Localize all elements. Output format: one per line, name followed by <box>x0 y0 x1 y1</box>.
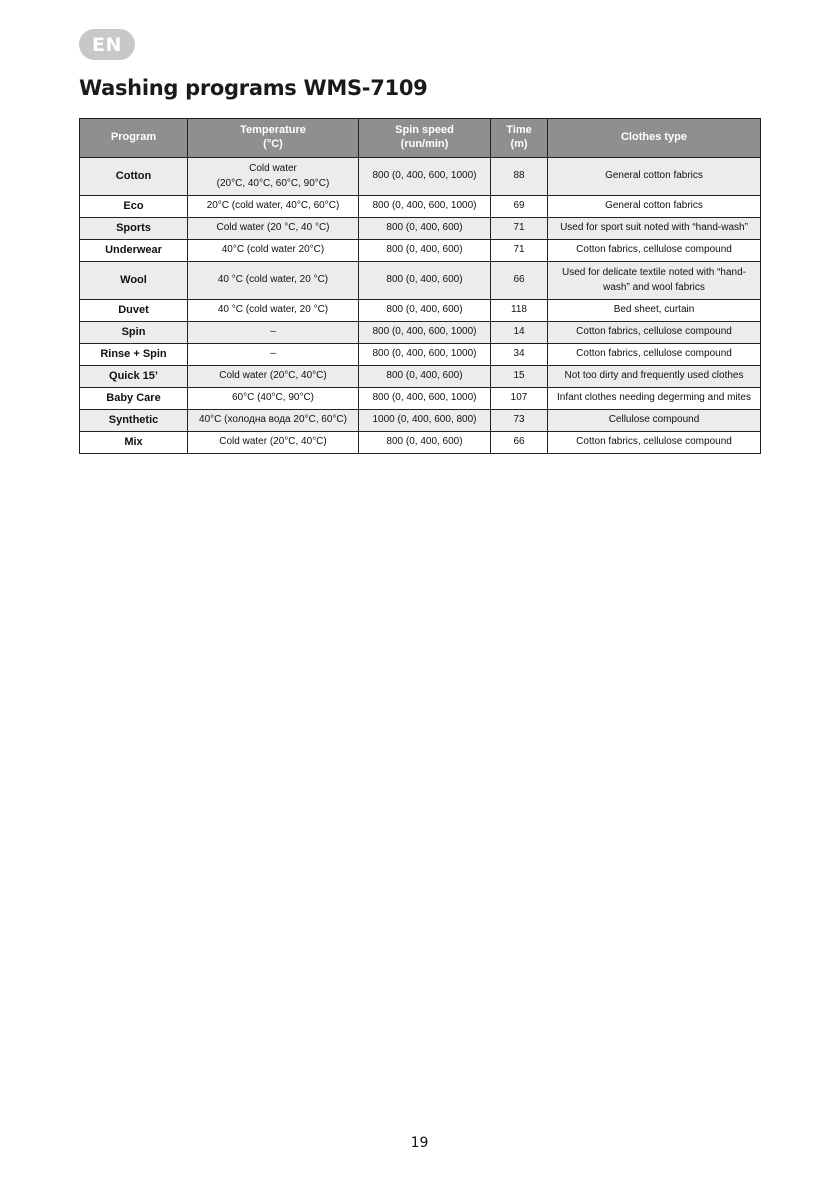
temperature-cell-text: (20°C, 40°C, 60°C, 90°C) <box>216 177 330 189</box>
clothes-type-cell-text: General cotton fabrics <box>605 170 703 182</box>
clothes-type-cell <box>548 410 761 432</box>
temperature-cell-text: 60°C (40°C, 90°C) <box>231 392 315 404</box>
header-temperature <box>188 119 359 158</box>
header-time <box>491 119 548 158</box>
table-row <box>80 300 761 322</box>
spin-speed-cell <box>359 410 491 432</box>
temperature-cell-text: – <box>270 326 276 338</box>
program-cell <box>80 262 188 300</box>
table-row <box>80 432 761 454</box>
time-cell <box>491 344 548 366</box>
spin-speed-cell-text: 800 (0, 400, 600, 1000) <box>372 326 477 338</box>
program-cell-text: Rinse + Spin <box>100 347 167 360</box>
temperature-cell-text: – <box>270 348 276 360</box>
clothes-type-cell-text: Cotton fabrics, cellulose compound <box>576 244 732 256</box>
clothes-type-cell <box>548 322 761 344</box>
time-cell-text: 73 <box>513 414 525 426</box>
temperature-cell <box>188 388 359 410</box>
spin-speed-cell <box>359 388 491 410</box>
program-cell <box>80 158 188 196</box>
table-row <box>80 262 761 300</box>
spin-speed-cell <box>359 262 491 300</box>
time-cell-text: 15 <box>513 370 525 382</box>
header-program <box>80 119 188 158</box>
header-label: Time <box>506 124 532 137</box>
clothes-type-cell-text: General cotton fabrics <box>605 200 703 212</box>
clothes-type-cell <box>548 196 761 218</box>
time-cell-text: 14 <box>513 326 525 338</box>
clothes-type-cell-text: Cotton fabrics, cellulose compound <box>576 326 732 338</box>
time-cell-text: 66 <box>513 436 525 448</box>
table-row <box>80 344 761 366</box>
temperature-cell-text: Cold water <box>249 163 297 174</box>
program-cell-text: Cotton <box>115 169 152 182</box>
program-cell-text: Spin <box>121 325 146 338</box>
temperature-cell <box>188 240 359 262</box>
time-cell-text: 107 <box>510 392 528 404</box>
spin-speed-cell <box>359 218 491 240</box>
time-cell-text: 69 <box>513 200 525 212</box>
program-cell-text: Wool <box>120 273 147 286</box>
time-cell-text: 88 <box>513 170 525 182</box>
program-cell <box>80 388 188 410</box>
spin-speed-cell-text: 1000 (0, 400, 600, 800) <box>372 414 477 426</box>
clothes-type-cell <box>548 432 761 454</box>
temperature-cell-text: 20°C (cold water, 40°C, 60°C) <box>206 200 340 212</box>
time-cell <box>491 300 548 322</box>
program-cell <box>80 196 188 218</box>
clothes-type-cell-text: Used for sport suit noted with “hand-wash” <box>560 222 748 234</box>
program-cell <box>80 300 188 322</box>
table-row <box>80 410 761 432</box>
header-spin-speed <box>359 119 491 158</box>
spin-speed-cell <box>359 432 491 454</box>
language-badge: EN <box>79 29 135 60</box>
temperature-cell-text: Cold water (20 °C, 40 °C) <box>216 222 330 234</box>
time-cell <box>491 240 548 262</box>
header-unit: (run/min) <box>400 138 449 150</box>
temperature-cell <box>188 322 359 344</box>
clothes-type-cell-text: Cotton fabrics, cellulose compound <box>576 348 732 360</box>
clothes-type-cell-text: Not too dirty and frequently used clothes <box>564 370 744 382</box>
clothes-type-cell-text: Bed sheet, curtain <box>613 304 695 316</box>
time-cell <box>491 388 548 410</box>
clothes-type-cell <box>548 366 761 388</box>
clothes-type-cell-text: Infant clothes needing degerming and mites <box>556 392 751 404</box>
time-cell <box>491 196 548 218</box>
time-cell-text: 118 <box>511 304 527 316</box>
program-cell-text: Mix <box>124 435 143 448</box>
header-label: Temperature <box>240 124 306 137</box>
program-cell <box>80 218 188 240</box>
clothes-type-cell <box>548 262 761 300</box>
header-clothes-type <box>548 119 761 158</box>
spin-speed-cell-text: 800 (0, 400, 600, 1000) <box>372 170 477 182</box>
temperature-cell <box>188 366 359 388</box>
table-row <box>80 366 761 388</box>
spin-speed-cell <box>359 196 491 218</box>
temperature-cell <box>188 344 359 366</box>
program-cell <box>80 366 188 388</box>
table-row <box>80 388 761 410</box>
time-cell <box>491 322 548 344</box>
time-cell <box>491 410 548 432</box>
table-row <box>80 322 761 344</box>
page-title: Washing programs WMS-7109 <box>79 76 428 100</box>
program-cell-text: Duvet <box>118 303 149 316</box>
spin-speed-cell-text: 800 (0, 400, 600) <box>386 222 463 234</box>
clothes-type-cell-text: Used for delicate textile noted with “hand- <box>562 267 746 278</box>
header-unit: (m) <box>510 138 528 150</box>
header-label: Spin speed <box>395 124 454 137</box>
header-label: Program <box>110 131 157 144</box>
program-cell-text: Eco <box>123 199 144 212</box>
spin-speed-cell-text: 800 (0, 400, 600, 1000) <box>372 392 477 404</box>
spin-speed-cell-text: 800 (0, 400, 600) <box>386 274 463 286</box>
clothes-type-cell <box>548 158 761 196</box>
time-cell <box>491 158 548 196</box>
program-cell <box>80 410 188 432</box>
table-row <box>80 240 761 262</box>
clothes-type-cell <box>548 344 761 366</box>
clothes-type-cell <box>548 300 761 322</box>
time-cell <box>491 218 548 240</box>
temperature-cell-text: Cold water (20°C, 40°C) <box>219 436 327 448</box>
clothes-type-cell-text: Cotton fabrics, cellulose compound <box>576 436 732 448</box>
temperature-cell-text: 40 °C (cold water, 20 °C) <box>217 274 329 286</box>
spin-speed-cell <box>359 158 491 196</box>
spin-speed-cell-text: 800 (0, 400, 600, 1000) <box>372 348 477 360</box>
clothes-type-cell-text: wash” and wool fabrics <box>603 281 705 293</box>
spin-speed-cell-text: 800 (0, 400, 600) <box>386 436 463 448</box>
time-cell-text: 71 <box>513 244 525 256</box>
table-row <box>80 158 761 196</box>
spin-speed-cell <box>359 240 491 262</box>
program-cell <box>80 432 188 454</box>
clothes-type-cell <box>548 388 761 410</box>
page-number: 19 <box>410 1135 429 1151</box>
program-cell-text: Baby Care <box>106 391 161 404</box>
time-cell <box>491 262 548 300</box>
temperature-cell-text: 40 °C (cold water, 20 °C) <box>217 304 329 316</box>
spin-speed-cell <box>359 344 491 366</box>
program-cell <box>80 240 188 262</box>
spin-speed-cell <box>359 366 491 388</box>
temperature-cell <box>188 432 359 454</box>
clothes-type-cell-text: Cellulose compound <box>608 414 700 426</box>
temperature-cell <box>188 218 359 240</box>
washing-programs-table <box>79 118 761 454</box>
temperature-cell <box>188 158 359 196</box>
table-row <box>80 218 761 240</box>
temperature-cell <box>188 262 359 300</box>
time-cell-text: 34 <box>513 348 525 360</box>
temperature-cell <box>188 410 359 432</box>
time-cell <box>491 366 548 388</box>
table-header-row <box>80 119 761 158</box>
temperature-cell-text: Cold water (20°C, 40°C) <box>219 370 327 382</box>
clothes-type-cell <box>548 218 761 240</box>
time-cell <box>491 432 548 454</box>
header-label: Clothes type <box>620 131 687 144</box>
program-cell-text: Sports <box>116 221 151 234</box>
header-unit: (°C) <box>263 138 283 150</box>
time-cell-text: 66 <box>513 274 525 286</box>
temperature-cell-text: 40°C (холодна вода 20°C, 60°C) <box>199 414 347 426</box>
program-cell <box>80 344 188 366</box>
spin-speed-cell <box>359 322 491 344</box>
program-cell-text: Underwear <box>105 243 162 256</box>
spin-speed-cell-text: 800 (0, 400, 600, 1000) <box>372 200 477 212</box>
spin-speed-cell-text: 800 (0, 400, 600) <box>386 244 463 256</box>
table-row <box>80 196 761 218</box>
program-cell <box>80 322 188 344</box>
spin-speed-cell-text: 800 (0, 400, 600) <box>386 370 463 382</box>
spin-speed-cell <box>359 300 491 322</box>
temperature-cell <box>188 196 359 218</box>
clothes-type-cell <box>548 240 761 262</box>
program-cell-text: Quick 15’ <box>109 369 158 382</box>
program-cell-text: Synthetic <box>108 413 159 426</box>
temperature-cell <box>188 300 359 322</box>
time-cell-text: 71 <box>513 222 525 234</box>
temperature-cell-text: 40°C (cold water 20°C) <box>221 244 325 256</box>
spin-speed-cell-text: 800 (0, 400, 600) <box>386 304 463 316</box>
